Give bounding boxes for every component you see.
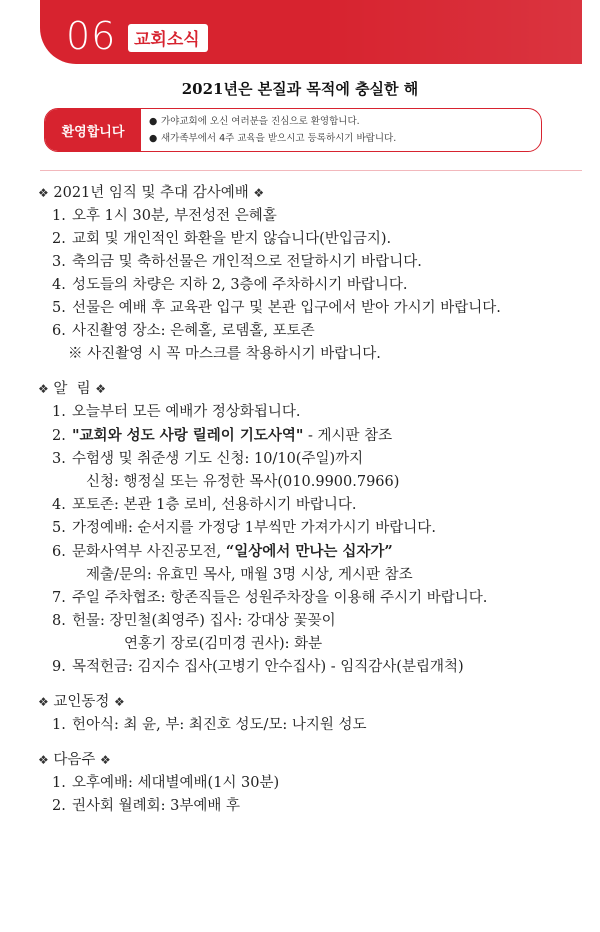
- list-item: 7. 주일 주차협조: 항존직들은 성원주차장을 이용해 주시기 바랍니다.: [52, 590, 488, 606]
- section-heading: [38, 749, 586, 772]
- list-item-continuation: 제출/문의: 유효민 목사, 매월 3명 시상, 게시판 참조: [86, 567, 413, 583]
- section-title: 교회소식: [128, 24, 208, 52]
- list-item: 3. 수험생 및 취준생 기도 신청: 10/10(주일)까지: [52, 451, 364, 467]
- list-item: 6. 사진촬영 장소: 은혜홀, 로뎀홀, 포토존: [52, 323, 315, 339]
- list-item: 1. 헌아식: 최 윤, 부: 최진호 성도/모: 나지원 성도: [52, 717, 367, 733]
- section-heading-text: 알 림: [53, 381, 91, 397]
- header-shade: [322, 0, 582, 64]
- list-item: 1. 오늘부터 모든 예배가 정상화됩니다.: [52, 404, 301, 420]
- list-item: 9. 목적헌금: 김지수 집사(고병기 안수집사) - 임직감사(분립개척): [52, 659, 464, 675]
- list-item: 2. "교회와 성도 사랑 릴레이 기도사역" - 게시판 참조: [52, 427, 393, 444]
- diamond-icon: ❖: [38, 186, 49, 200]
- diamond-icon: ❖: [38, 382, 49, 396]
- section-heading: [38, 691, 586, 714]
- welcome-item: [149, 130, 535, 147]
- diamond-icon: ❖: [100, 753, 111, 767]
- list-item-continuation: 신청: 행정실 또는 유정한 목사(010.9900.7966): [86, 474, 400, 490]
- list-item: 6. 문화사역부 사진공모전, “일상에서 만나는 십자가”: [52, 543, 393, 560]
- page-subtitle: 2021년은 본질과 목적에 충실한 해: [181, 80, 419, 98]
- list-item: 2. 교회 및 개인적인 화환을 받지 않습니다(반입금지).: [52, 231, 392, 247]
- list-item: 4. 성도들의 차량은 지하 2, 3층에 주차하시기 바랍니다.: [52, 277, 408, 293]
- section-heading-text: 교인동정: [53, 694, 110, 710]
- section-member-news: [38, 691, 586, 737]
- list-item-continuation: 연홍기 장로(김미경 권사): 화분: [124, 636, 323, 652]
- list-item: 1. 오후 1시 30분, 부전성전 은혜홀: [52, 208, 277, 224]
- welcome-box: [44, 108, 542, 152]
- welcome-item-text: 새가족부에서 4주 교육을 받으시고 등록하시기 바랍니다.: [161, 133, 397, 144]
- list-item: 8. 헌물: 장민철(최영주) 집사: 강대상 꽃꽂이: [52, 613, 336, 629]
- list-item: 5. 선물은 예배 후 교육관 입구 및 본관 입구에서 받아 가시기 바랍니다.: [52, 300, 501, 316]
- welcome-list: [149, 113, 535, 147]
- list-item: 5. 가정예배: 순서지를 가정당 1부씩만 가져가시기 바랍니다.: [52, 520, 436, 536]
- news-content: [38, 182, 586, 830]
- note-text: ※ 사진촬영 시 꼭 마스크를 착용하시기 바랍니다.: [68, 346, 381, 362]
- diamond-icon: ❖: [95, 382, 106, 396]
- list-item: 2. 권사회 월례회: 3부예배 후: [52, 798, 241, 814]
- welcome-item-text: 가야교회에 오신 여러분을 진심으로 환영합니다.: [161, 116, 360, 127]
- list-item: 3. 축의금 및 축하선물은 개인적으로 전달하시기 바랍니다.: [52, 254, 422, 270]
- black-dot-icon: ●: [149, 133, 158, 144]
- diamond-icon: ❖: [114, 695, 125, 709]
- black-dot-icon: ●: [149, 116, 158, 127]
- welcome-label: 환영합니다: [45, 109, 141, 151]
- section-heading: [38, 378, 586, 401]
- section-header: [40, 0, 582, 64]
- list-item: 1. 오후예배: 세대별예배(1시 30분): [52, 775, 280, 791]
- list-item: 4. 포토존: 본관 1층 로비, 선용하시기 바랍니다.: [52, 497, 357, 513]
- section-notices: [38, 378, 586, 679]
- divider: [40, 170, 582, 171]
- diamond-icon: ❖: [38, 753, 49, 767]
- diamond-icon: ❖: [38, 695, 49, 709]
- section-heading-text: 2021년 임직 및 추대 감사예배: [53, 185, 249, 201]
- section-heading-text: 다음주: [53, 752, 96, 768]
- section-heading: [38, 182, 586, 205]
- welcome-item: [149, 113, 535, 130]
- section-next-week: [38, 749, 586, 818]
- section-ordination: [38, 182, 586, 366]
- diamond-icon: ❖: [253, 186, 265, 200]
- section-number: 06: [66, 14, 117, 58]
